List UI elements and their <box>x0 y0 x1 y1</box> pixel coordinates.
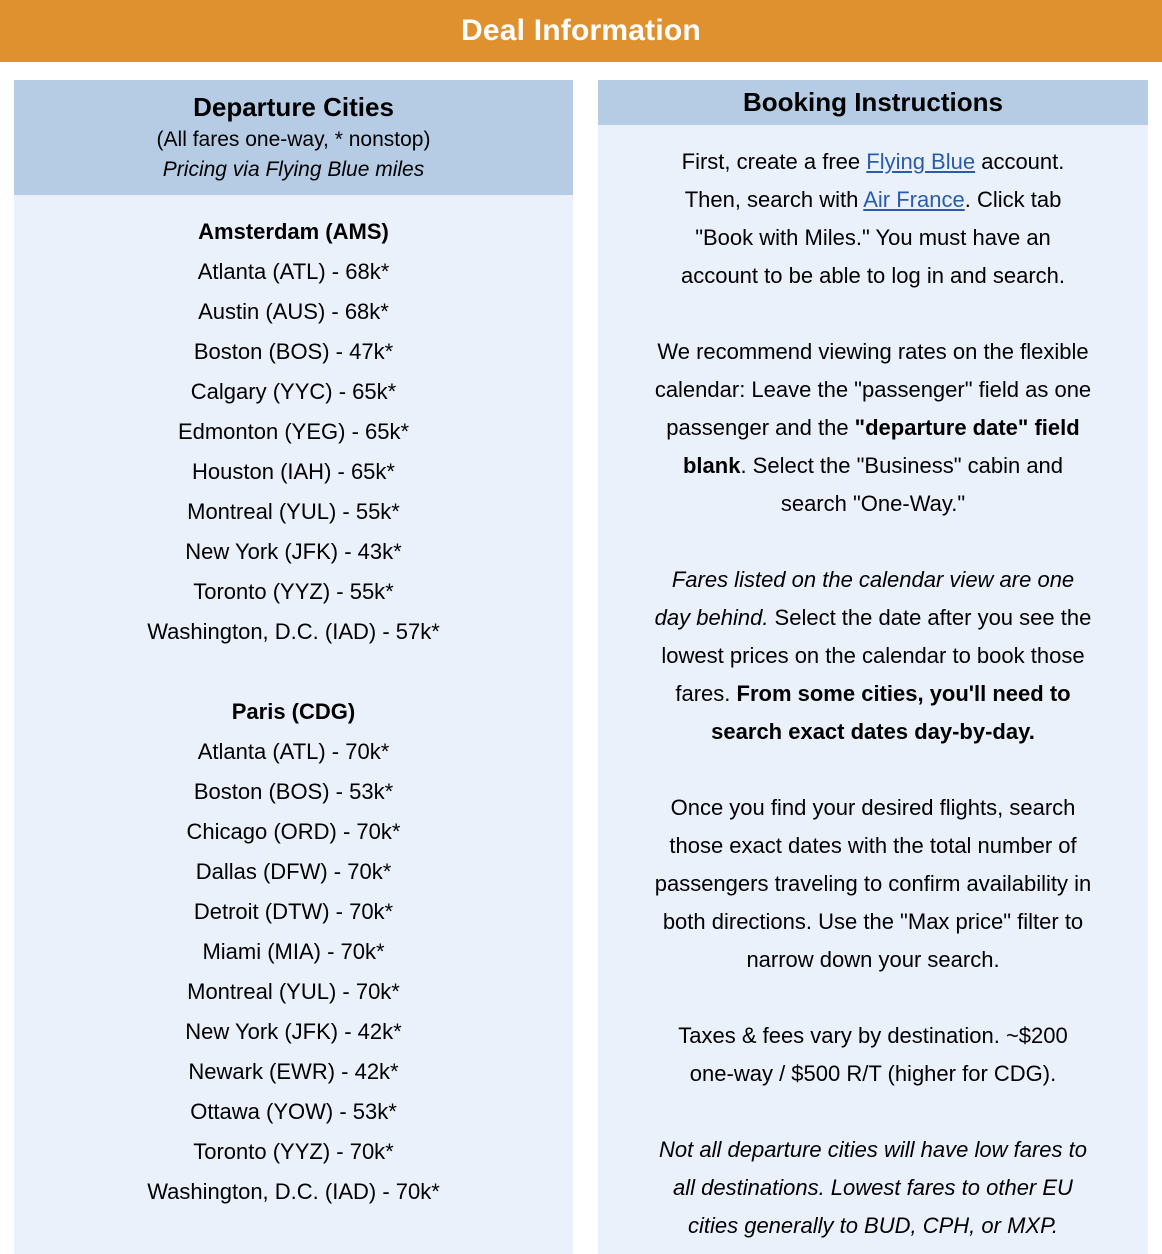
route-fare-line: Newark (EWR) - 42k* <box>188 1059 399 1084</box>
booking-instructions-body <box>598 125 1148 1245</box>
route-fare-line: Ottawa (YOW) - 53k* <box>190 1099 397 1124</box>
text-run: Once you find your desired flights, search those exact dates with the total number of passengers traveling to confirm availability in both directions. Use the "Max price" filter to narrow down your search. <box>654 795 1092 972</box>
route-fare-line: Edmonton (YEG) - 65k* <box>177 419 410 444</box>
text-run: First, create a free <box>681 149 867 174</box>
text-run: . Select the "Business" cabin and search "One-Way." <box>740 453 1064 516</box>
departure-cities-list <box>14 195 573 1212</box>
departure-cities-header <box>14 80 573 195</box>
departure-cities-note: (All fares one-way, * nonstop) <box>156 128 431 151</box>
departure-city-heading: Amsterdam (AMS) <box>198 219 389 244</box>
route-fare-line: Detroit (DTW) - 70k* <box>193 899 394 924</box>
inline-link[interactable]: Air France <box>863 187 965 212</box>
route-fare-line: New York (JFK) - 43k* <box>185 539 402 564</box>
route-fare-line: Montreal (YUL) - 55k* <box>187 499 400 524</box>
route-fare-line: Boston (BOS) - 47k* <box>193 339 394 364</box>
departure-cities-panel <box>14 80 573 1254</box>
text-run: From some cities, you'll need to search exact dates day-by-day. <box>711 681 1071 744</box>
page-title: Deal Information <box>461 14 701 47</box>
route-fare-line: Austin (AUS) - 68k* <box>198 299 389 324</box>
booking-instructions-title: Booking Instructions <box>743 87 1003 117</box>
text-run: . Click tab "Book with Miles." You must have an account to be able to log in and search. <box>680 187 1066 288</box>
text-run: Fares listed on the calendar view are one day behind. <box>654 567 1075 630</box>
route-fare-line: Atlanta (ATL) - 68k* <box>197 259 390 284</box>
route-fare-line: New York (JFK) - 42k* <box>185 1019 402 1044</box>
departure-cities-pricing-note: Pricing via Flying Blue miles <box>162 158 425 181</box>
route-fare-line: Boston (BOS) - 53k* <box>193 779 394 804</box>
text-run: Not all departure cities will have low fares to all destinations. Lowest fares to other EU cities generally to BUD, CPH, or MXP. <box>659 1137 1087 1238</box>
route-fare-line: Calgary (YYC) - 65k* <box>190 379 397 404</box>
booking-instructions-panel <box>598 80 1148 1254</box>
route-fare-line: Washington, D.C. (IAD) - 57k* <box>147 619 440 644</box>
instruction-paragraph <box>654 143 1092 295</box>
deal-header-bar <box>0 0 1162 62</box>
route-fare-line: Montreal (YUL) - 70k* <box>187 979 400 1004</box>
departure-cities-title: Departure Cities <box>193 92 394 122</box>
departure-city-group <box>24 692 563 1212</box>
instruction-paragraph <box>654 1017 1092 1093</box>
instruction-paragraph <box>654 333 1092 523</box>
route-fare-line: Toronto (YYZ) - 55k* <box>193 579 394 604</box>
instruction-paragraph <box>654 789 1092 979</box>
route-fare-line: Miami (MIA) - 70k* <box>202 939 385 964</box>
route-fare-line: Atlanta (ATL) - 70k* <box>197 739 390 764</box>
route-fare-line: Toronto (YYZ) - 70k* <box>193 1139 394 1164</box>
instruction-paragraph <box>654 561 1092 751</box>
text-run: Taxes & fees vary by destination. ~$200 one-way / $500 R/T (higher for CDG). <box>678 1023 1068 1086</box>
inline-link[interactable]: Flying Blue <box>866 149 976 174</box>
text-run: Select the date after you see the lowest prices on the calendar to book those fares. <box>661 605 1092 706</box>
route-fare-line: Houston (IAH) - 65k* <box>192 459 395 484</box>
route-fare-line: Chicago (ORD) - 70k* <box>186 819 401 844</box>
route-fare-line: Dallas (DFW) - 70k* <box>195 859 392 884</box>
route-fare-line: Washington, D.C. (IAD) - 70k* <box>147 1179 440 1204</box>
content-columns <box>0 62 1162 1254</box>
booking-instructions-header <box>598 80 1148 125</box>
text-run: account. Then, search with <box>684 149 1065 212</box>
instruction-paragraph <box>654 1131 1092 1245</box>
text-run: We recommend viewing rates on the flexible calendar: Leave the "passenger" field as one passenger and the <box>654 339 1092 440</box>
departure-city-heading: Paris (CDG) <box>231 699 356 724</box>
text-run: "departure date" field blank <box>682 415 1080 478</box>
departure-city-group <box>24 212 563 652</box>
